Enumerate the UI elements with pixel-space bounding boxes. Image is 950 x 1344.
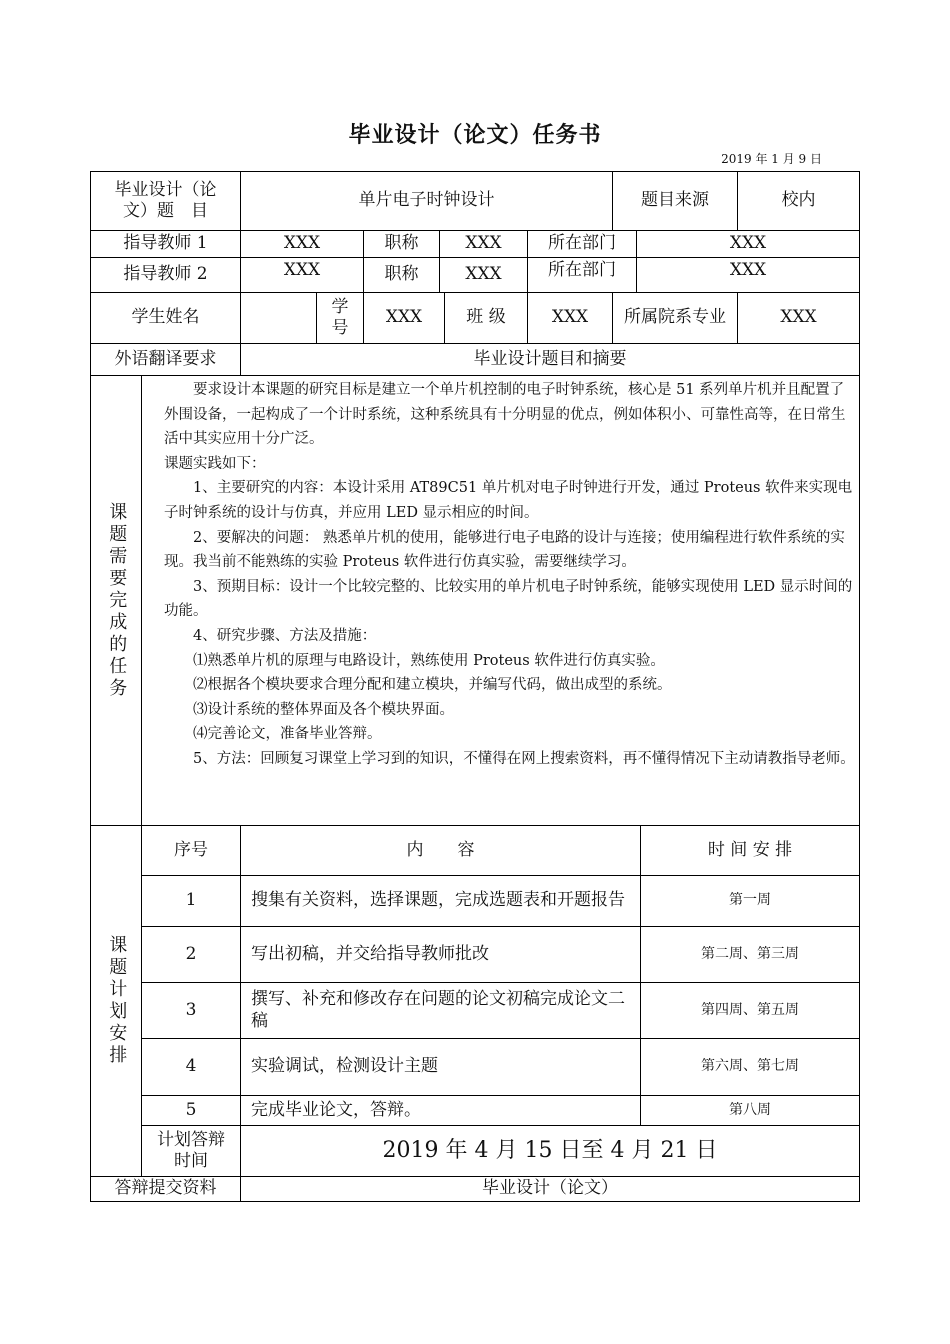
teacher2-title-value: XXX: [465, 264, 502, 285]
task-paragraph: ⑵根据各个模块要求合理分配和建立模块，并编写代码，做出成型的系统。: [193, 677, 672, 694]
topic-label: 毕业设计（论文）题 目: [114, 179, 217, 221]
plan-row-time: 第二周、第三周: [701, 945, 799, 962]
topic-value: 单片电子时钟设计: [358, 190, 495, 211]
foreign-value: 毕业设计题目和摘要: [473, 348, 627, 369]
foreign-label: 外语翻译要求: [114, 348, 217, 369]
task-paragraph: ⑷完善论文，准备毕业答辩。: [193, 726, 382, 743]
tasks-label-cell: [91, 376, 141, 825]
topic-source-value: 校内: [781, 190, 816, 211]
defense-time-label: 计划答辩时间: [157, 1129, 225, 1171]
plan-row-content: 撰写、补充和修改存在问题的论文初稿完成论文二稿: [251, 989, 625, 1031]
plan-row-time: 第六周、第七周: [701, 1058, 799, 1075]
task-paragraph: 课题实践如下：: [164, 455, 266, 472]
student-class-value: XXX: [551, 307, 589, 328]
tasks-text: [164, 378, 856, 772]
student-major-value: XXX: [780, 307, 817, 328]
plan-header-no: 序号: [174, 839, 208, 860]
student-name-label: 学生姓名: [131, 307, 200, 328]
plan-row-no: 1: [185, 890, 197, 911]
plan-row-no: 4: [185, 1056, 197, 1077]
task-paragraph: ⑴熟悉单片机的原理与电路设计，熟练使用 Proteus 软件进行仿真实验。: [193, 652, 665, 669]
tasks-label: 课题需要完成的任务: [106, 501, 128, 700]
task-paragraph: 1、主要研究的内容：本设计采用 AT89C51 单片机对电子时钟进行开发，通过 Proteus 软件来实现电子时钟系统的设计与仿真，并应用 LED 显示相应的时间。: [164, 480, 853, 521]
teacher2-dept-label: 所在部门: [548, 260, 616, 281]
task-paragraph: 3、预期目标：设计一个比较完整的、比较实用的单片机电子时钟系统，能够实现使用 LED 显示时间的功能。: [164, 578, 853, 620]
teacher1-dept-label: 所在部门: [548, 233, 616, 254]
student-name-value: [241, 293, 316, 343]
plan-row-time: 第四周、第五周: [701, 1001, 799, 1018]
plan-row-time: 第一周: [729, 892, 771, 909]
student-class-label: 班 级: [466, 307, 506, 328]
task-paragraph: 5、方法：回顾复习课堂上学习到的知识，不懂得在网上搜索资料，再不懂得情况下主动请教指导老师。: [193, 750, 855, 767]
plan-header-content: 内 容: [406, 839, 475, 860]
teacher2-label: 指导教师 2: [123, 264, 208, 285]
document-title: 毕业设计（论文）任务书: [348, 122, 602, 148]
plan-row-no: 5: [185, 1099, 197, 1120]
student-major-label: 所属院系专业: [624, 307, 726, 328]
teacher1-name: XXX: [283, 233, 321, 254]
plan-header-time: 时 间 安 排: [707, 839, 793, 860]
teacher2-title-label: 职称: [384, 264, 419, 285]
topic-source-label: 题目来源: [641, 190, 709, 211]
student-id-label: 学号: [331, 296, 349, 338]
teacher2-name: XXX: [283, 260, 321, 281]
submit-label: 答辩提交资料: [114, 1178, 217, 1199]
submit-value: 毕业设计（论文）: [482, 1178, 618, 1199]
plan-row-no: 2: [185, 943, 197, 964]
teacher2-dept-value: XXX: [729, 260, 767, 281]
teacher1-label: 指导教师 1: [123, 233, 208, 254]
plan-row-content: 写出初稿，并交给指导教师批改: [251, 943, 489, 964]
document-date: 2019 年 1 月 9 日: [721, 152, 822, 166]
plan-row-content: 搜集有关资料，选择课题，完成选题表和开题报告: [251, 890, 625, 911]
plan-row-content: 完成毕业论文，答辩。: [251, 1099, 421, 1120]
plan-row-no: 3: [185, 999, 197, 1020]
teacher1-title-value: XXX: [465, 233, 502, 254]
task-paragraph: 2、要解决的问题： 熟悉单片机的使用，能够进行电子电路的设计与连接；使用编程进行软件系统的实现。我当前不能熟练的实验 Proteus 软件进行仿真实验，需要继续学习。: [164, 529, 845, 571]
plan-row-time: 第八周: [729, 1101, 771, 1118]
task-paragraph: 4、研究步骤、方法及措施：: [193, 627, 377, 644]
plan-label: 课题计划安排: [106, 935, 128, 1067]
plan-label-cell: [91, 826, 141, 1176]
defense-time-value: 2019 年 4 月 15 日至 4 月 21 日: [382, 1138, 718, 1164]
task-paragraph: 要求设计本课题的研究目标是建立一个单片机控制的电子时钟系统，核心是 51 系列单片机并且配置了外围设备，一起构成了一个计时系统，这种系统具有十分明显的优点，例如体积小、可靠性高等，在日常生活中其实应用十分广泛。: [164, 382, 846, 448]
teacher1-title-label: 职称: [384, 233, 419, 254]
student-id-value: XXX: [385, 307, 423, 328]
task-paragraph: ⑶设计系统的整体界面及各个模块界面。: [193, 701, 454, 718]
teacher1-dept-value: XXX: [729, 233, 767, 254]
plan-row-content: 实验调试，检测设计主题: [251, 1056, 438, 1077]
